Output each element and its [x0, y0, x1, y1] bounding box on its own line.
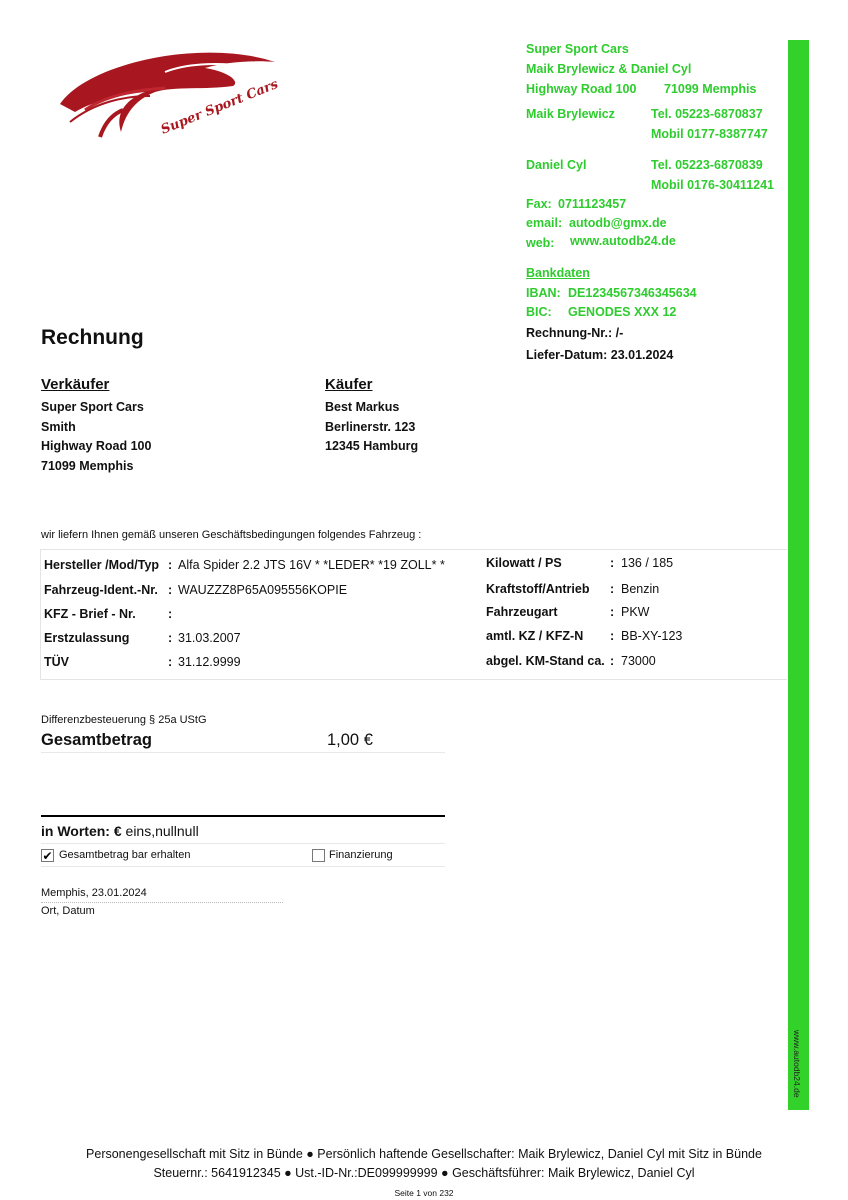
- vehicle-label-fuel: Kraftstoff/Antrieb: [486, 582, 590, 596]
- colon: :: [610, 629, 615, 643]
- car-logo-icon: [55, 42, 280, 142]
- place-date-value: Memphis, 23.01.2024: [41, 887, 147, 899]
- delivery-date: 23.01.2024: [610, 348, 674, 362]
- colon: :: [168, 607, 173, 621]
- cash-received-checkbox[interactable]: [41, 849, 54, 862]
- vehicle-value-mileage: 73000: [621, 654, 656, 668]
- page-number: Seite 1 von 232: [394, 1188, 454, 1198]
- vehicle-label-power: Kilowatt / PS: [486, 556, 562, 570]
- total-value: 1,00 €: [327, 731, 373, 749]
- vehicle-value-make: Alfa Spider 2.2 JTS 16V * *LEDER* *19 ZOLL* *: [178, 558, 445, 572]
- delivery-date-label: Liefer-Datum:: [526, 348, 608, 362]
- vehicle-value-fuel: Benzin: [621, 582, 660, 596]
- colon: :: [610, 654, 615, 668]
- buyer-line: Berlinerstr. 123: [325, 419, 416, 434]
- place-date-label: Ort, Datum: [41, 905, 95, 917]
- invoice-number-row: [526, 326, 623, 340]
- colon: :: [168, 631, 173, 645]
- signature-line: [41, 902, 283, 903]
- buyer-address: [325, 398, 418, 457]
- vehicle-value-plate: BB-XY-123: [621, 629, 683, 643]
- vehicle-label-make: Hersteller /Mod/Typ: [44, 558, 160, 572]
- financing-label: Finanzierung: [329, 849, 393, 861]
- buyer-line: Best Markus: [325, 400, 400, 414]
- contact2-mobil: Mobil 0176-30411241: [651, 178, 774, 192]
- bic-label: BIC:: [526, 305, 552, 319]
- vehicle-label-type: Fahrzeugart: [486, 605, 558, 619]
- buyer-heading: Käufer: [325, 376, 373, 393]
- bic-value: GENODES XXX 12: [568, 305, 677, 319]
- colon: :: [610, 556, 615, 570]
- seller-line: 71099 Memphis: [41, 458, 134, 473]
- contact1-tel: Tel. 05223-6870837: [651, 107, 763, 121]
- company-logo: [55, 42, 280, 142]
- contact2-name: Daniel Cyl: [526, 158, 587, 172]
- words-value: eins,nullnull: [125, 823, 199, 839]
- colon: :: [168, 655, 173, 669]
- vehicle-label-plate: amtl. KZ / KFZ-N: [486, 629, 584, 643]
- total-underline: [41, 752, 445, 753]
- seller-line: Highway Road 100: [41, 439, 152, 453]
- buyer-line: 12345 Hamburg: [325, 439, 419, 453]
- invoice-number-label: Rechnung-Nr.:: [526, 326, 613, 340]
- total-label: Gesamtbetrag: [41, 731, 152, 749]
- fax-label: Fax:: [526, 197, 552, 211]
- vehicle-value-power: 136 / 185: [621, 556, 674, 570]
- vehicle-label-vin: Fahrzeug-Ident.-Nr.: [44, 583, 158, 597]
- invoice-title: Rechnung: [41, 326, 144, 349]
- logo-text: Super Sport Cars: [158, 76, 280, 138]
- contact2-tel: Tel. 05223-6870839: [651, 158, 763, 172]
- sidebar-url: www.autodb24.de: [792, 1030, 802, 1098]
- words-underline: [41, 843, 445, 844]
- colon: :: [610, 605, 615, 619]
- vehicle-value-type: PKW: [621, 605, 650, 619]
- web-value[interactable]: www.autodb24.de: [570, 234, 676, 248]
- invoice-number: /-: [615, 326, 624, 340]
- iban-label: IBAN:: [526, 286, 561, 300]
- vehicle-label-first-reg: Erstzulassung: [44, 631, 130, 645]
- colon: :: [610, 582, 615, 596]
- seller-line: Smith: [41, 419, 76, 434]
- company-name: Super Sport Cars: [526, 42, 629, 56]
- vehicle-value-tuev: 31.12.9999: [178, 655, 241, 669]
- company-city: 71099 Memphis: [664, 82, 757, 96]
- delivery-date-row: [526, 348, 673, 362]
- financing-checkbox[interactable]: [312, 849, 325, 862]
- intro-text: wir liefern Ihnen gemäß unseren Geschäftsbedingungen folgendes Fahrzeug :: [41, 529, 422, 541]
- colon: :: [168, 583, 173, 597]
- email-label: email:: [526, 216, 563, 230]
- vehicle-value-vin: WAUZZZ8P65A095556KOPIE: [178, 583, 348, 597]
- bank-heading: Bankdaten: [526, 266, 590, 280]
- web-label: web:: [526, 236, 555, 250]
- checkbox-underline: [41, 866, 445, 867]
- footer-line-1: Personengesellschaft mit Sitz in Bünde ● Persönlich haftende Gesellschafter: Maik Brylewicz, Daniel Cyl mit Sitz in Bünde: [86, 1147, 762, 1161]
- company-owners: Maik Brylewicz & Daniel Cyl: [526, 62, 692, 76]
- tax-note: Differenzbesteuerung § 25a UStG: [41, 714, 207, 726]
- fax-value: 0711123457: [558, 197, 627, 211]
- company-street: Highway Road 100: [526, 82, 637, 96]
- divider: [41, 815, 445, 817]
- vehicle-label-mileage: abgel. KM-Stand ca.: [486, 654, 605, 668]
- seller-address: [41, 398, 151, 476]
- checkmark-icon: ✔: [42, 849, 53, 863]
- email-value[interactable]: autodb@gmx.de: [569, 216, 667, 230]
- colon: :: [168, 558, 173, 572]
- seller-line: Super Sport Cars: [41, 400, 144, 414]
- sidebar-accent-bar: [788, 40, 809, 1110]
- vehicle-label-brief: KFZ - Brief - Nr.: [44, 607, 136, 621]
- contact1-mobil: Mobil 0177-8387747: [651, 127, 768, 141]
- vehicle-label-tuev: TÜV: [44, 655, 69, 669]
- words-label: in Worten: €: [41, 823, 122, 839]
- vehicle-value-first-reg: 31.03.2007: [178, 631, 241, 645]
- seller-heading: Verkäufer: [41, 376, 110, 393]
- words-row: [41, 823, 199, 839]
- footer-line-2: Steuernr.: 5641912345 ● Ust.-ID-Nr.:DE099999999 ● Geschäftsführer: Maik Brylewicz, Daniel Cyl: [153, 1166, 695, 1180]
- contact1-name: Maik Brylewicz: [526, 107, 615, 121]
- cash-received-label: Gesamtbetrag bar erhalten: [59, 849, 191, 861]
- iban-value: DE1234567346345634: [568, 286, 697, 300]
